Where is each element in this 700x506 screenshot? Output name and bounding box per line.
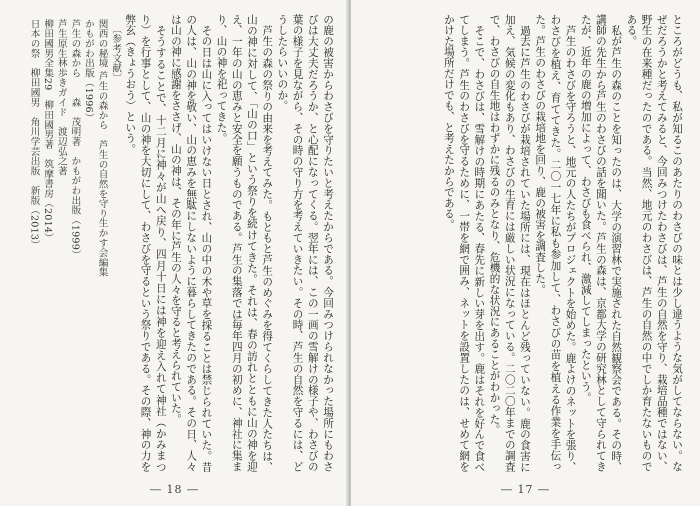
paragraph: そこで、わさびは、雪解けの時期にあたる、春先に新しい芽を出す。鹿はそれを好んで食べてしまう。芦生のわさびを守るために、一帯を網で囲み、ネットを設置したのは、せめて網をかけた場所だけでも、と考えたからである。 xyxy=(442,14,486,472)
page-number-left: ― 18 ― xyxy=(150,483,199,496)
reference-item: かもがわ出版（1996） xyxy=(82,18,94,123)
references xyxy=(27,14,122,472)
paragraph: ところがどうも、私が知るこのあたりのわさびの味とは少し違うような気がしてならない。なぜだろうかと考えてみると、今回みつけたわさびは、芦生の自然を守り、栽培品種ではない、野生の在来種だったのである。当然、地元のわさびは、芦生の自然の中でしか育たないものである。 xyxy=(625,14,683,472)
reference-item: 関西の秘境 芦生の森から 芦生の自然を守り生かす会編集 xyxy=(96,18,108,277)
left-page-body xyxy=(15,14,335,472)
reference-item: 柳田國男全集29 柳田國男著 筑摩書房（2014） xyxy=(42,18,54,243)
reference-item: 芦生原生林歩きガイド 渡辺弘之著 xyxy=(55,18,67,176)
references-title: 〔参考文献〕 xyxy=(110,23,122,83)
paragraph: 芦生の森の祭りの由来を考えてみた。もともと芦生のめぐみを得てくらしてきた人たちは、山の神に対して、「山の口」という祭りを続けてきた。それは、春の訪れとともに山の神を迎え、一年の山の恵みと安全を願うものである。芦生の集落では毎年四月の初めに、神社に集まり、山の神を祀ってきた。 xyxy=(215,14,274,472)
right-page-body xyxy=(366,14,684,472)
paragraph: そうすることで、十二月に神々が山へ戻り、四月十日には神を迎え入れて神社（かみまつり）を行事として、山の神を大切にして、わさびを守るという祭りである。その際、神の力を弊玄（きょうおう）という。 xyxy=(124,14,167,472)
paragraph: 芦生のわさびを守ろうと、地元の人たちがプロジェクトを始めた。鹿よけのネットを張り、わさびを植え、育ててきた。二〇一七年に私も参加して、わさびの苗を植える作業を手伝った。芦生のわさびの栽培地を回り、鹿の被害を調査した。 xyxy=(534,14,577,472)
left-page xyxy=(0,0,349,506)
paragraph: その日は山に入ってはいけない日とされ、山の中の木や草を採ることは禁じられていた。昔の人は、山の神を敬い、山の恵みを無駄にしないように暮らしてきたのである。その日、人々は山の神に感謝をささげ、山の神は、その年に芦生の人々を守ると考えられていた。 xyxy=(169,14,213,472)
right-page xyxy=(351,0,700,506)
paragraph: の鹿の被害からわさびを守りたいと考えたからである。今回みつけられなかった場所にもわさびは大丈夫だろうか、と心配になってくる。翌年には、この一画の雪解けの様子や、わさびの葉の様子を見ながら、その時の守り方を考えていきたい。その時、芦生の自然を守るには、どうしたらいいのか。 xyxy=(276,14,334,472)
reference-item: 芦生の森から 森 茂明著 かもがわ出版（1999） xyxy=(69,18,81,260)
paragraph: 私が芦生の森のことを知ったのは、大学の演習林で実施された自然観察会である。その時、講師の先生から芦生のわさびの話を聞いた。芦生の森は、京都大学の研究林として守られてきたが、近年の鹿の増加によって、わさびも食べられ、激減してしまったという。 xyxy=(579,14,623,472)
reference-item: 日本の祭 柳田國男 角川学芸出版 新版（2013） xyxy=(28,18,40,250)
page-number-right: ― 17 ― xyxy=(501,483,550,496)
paragraph: 過去に芦生のわさびが栽培されていた場所には、現在はほとんど残っていない。鹿の食害に加え、気候の変化もあり、わさびの生育には厳しい状況になっている。二〇二〇年までの調査で、わさびの自生地はわずかに残るのみとなり、危機的な状況にあることがわかった。 xyxy=(488,14,531,472)
